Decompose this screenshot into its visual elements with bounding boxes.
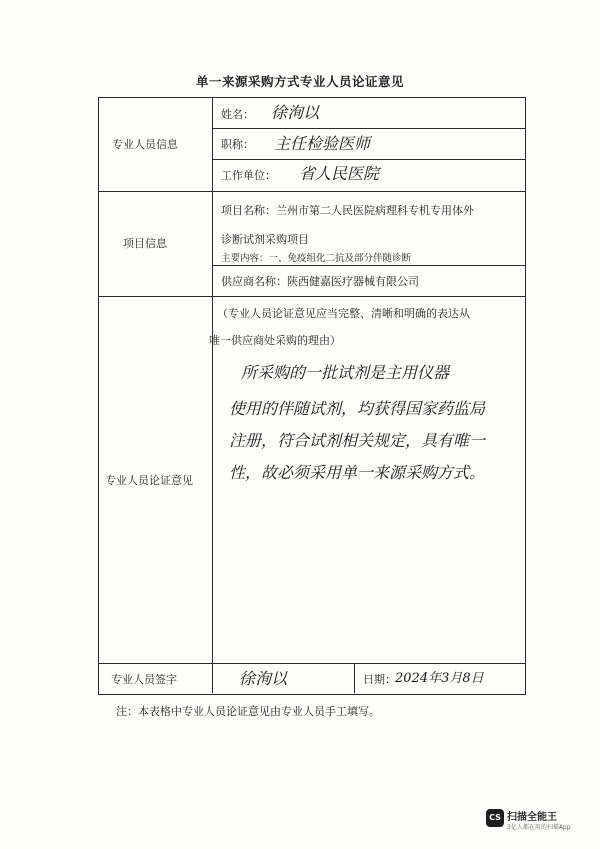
opinion-handwriting-line4: 性，故必须采用单一来源采购方式。 xyxy=(229,463,486,482)
form-note: 注：本表格中专业人员论证意见由专业人员手工填写。 xyxy=(116,705,380,718)
opinion-handwriting-line2: 使用的伴随试剂，均获得国家药监局 xyxy=(229,399,486,418)
row-divider-opinion xyxy=(99,663,525,664)
main-content: 主要内容：一、免疫组化二抗及部分伴随诊断 xyxy=(221,253,412,264)
date-label: 日期： xyxy=(363,673,396,686)
row-divider-project xyxy=(99,296,525,297)
work-unit-label: 工作单位： xyxy=(221,169,276,182)
job-title-handwriting: 主任检验医师 xyxy=(274,134,371,153)
signature-handwriting: 徐洵以 xyxy=(239,669,288,688)
opinion-instruction-line1: （专业人员论证意见应当完整、清晰和明确的表达从 xyxy=(217,307,470,320)
supplier-name: 供应商名称：陕西健嘉医疗器械有限公司 xyxy=(221,275,419,288)
row-divider-title xyxy=(212,159,525,160)
opinion-handwriting-line3: 注册，符合试剂相关规定，具有唯一 xyxy=(229,431,486,450)
job-title-label: 职称： xyxy=(221,138,254,151)
row-divider-name xyxy=(212,128,525,129)
watermark-app-name: 扫描全能王 xyxy=(507,812,557,823)
opinion-label: 专业人员论证意见 xyxy=(105,474,193,487)
project-name-line2: 诊断试剂采购项目 xyxy=(221,233,309,246)
camscanner-logo-icon: CS xyxy=(486,809,504,827)
column-divider xyxy=(212,98,213,693)
project-info-label: 项目信息 xyxy=(123,237,167,250)
signature-label: 专业人员签字 xyxy=(111,673,177,686)
signature-date-divider xyxy=(354,663,355,693)
form-title: 单一来源采购方式专业人员论证意见 xyxy=(195,74,404,89)
row-divider-main-content xyxy=(212,265,525,266)
project-name-line1: 项目名称：兰州市第二人民医院病理科专机专用体外 xyxy=(221,204,474,217)
work-unit-handwriting: 省人民医院 xyxy=(299,164,380,183)
name-handwriting: 徐洵以 xyxy=(271,103,320,122)
row-divider-expert xyxy=(99,191,525,192)
opinion-handwriting-line1: 所采购的一批试剂是主用仪器 xyxy=(241,363,450,382)
expert-info-label: 专业人员信息 xyxy=(112,138,178,151)
watermark-tagline: 3亿人都在用的扫描App xyxy=(507,824,571,831)
form-table xyxy=(98,97,526,695)
name-label: 姓名： xyxy=(221,108,254,121)
date-handwriting: 2024年3月8日 xyxy=(395,671,484,686)
opinion-instruction-line2: 唯一供应商处采购的理由） xyxy=(209,334,341,347)
